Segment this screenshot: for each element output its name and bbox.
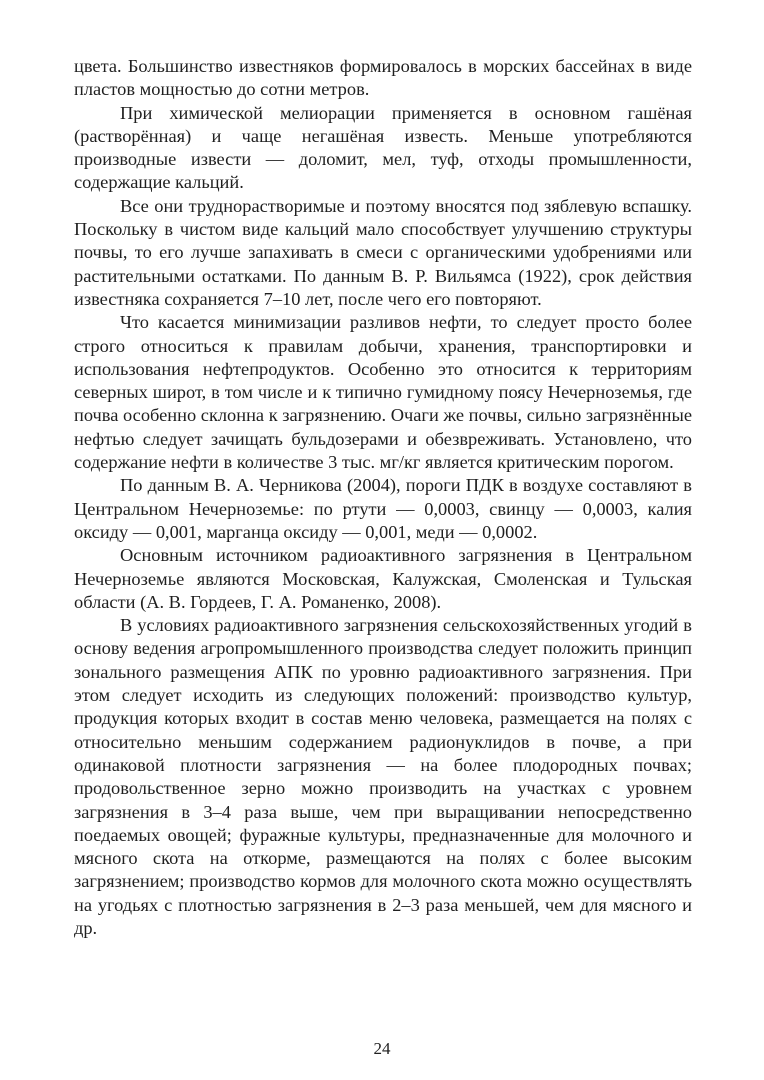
paragraph-radioactive-sources: Основным источником радиоактивного загрязнения в Центральном Нечерноземье являются Московская, Калужская, Смоленская и Тульская области (А. В. Гордеев, Г. А. Романенко, 2008). xyxy=(74,545,692,612)
paragraph-pdk-thresholds: По данным В. А. Черникова (2004), пороги ПДК в воздухе составляют в Центральном Нечерноземье: по ртути — 0,0003, свинцу — 0,0003, калия оксиду — 0,001, марганца оксиду — 0,001, меди — 0,0002. xyxy=(74,475,692,542)
paragraph-radioactive-agriculture: В условиях радиоактивного загрязнения сельскохозяйственных угодий в основу ведения агропромышленного производства следует положить принцип зонального размещения АПК по уровню радиоактивного загрязнения. При этом следует исходить из следующих положений: производство культур, продукция которых входит в состав меню человека, размещается на полях с относительно меньшим содержанием радионуклидов в почве, а при одинаковой плотности загрязнения — на более плодородных почвах; продовольственное зерно можно производить на участках с уровнем загрязнения в 3–4 раза выше, чем при выращивании непосредственно поедаемых овощей; фуражные культуры, предназначенные для молочного и мясного скота на откорме, размещаются на полях с более высоким загрязнением; производство кормов для молочного скота можно осуществлять на угодьях с плотностью загрязнения в 2–3 раза меньшей, чем для мясного и др. xyxy=(74,615,692,938)
body-text xyxy=(74,55,692,940)
paragraph-insoluble-lime: Все они труднорастворимые и поэтому вносятся под зяблевую вспашку. Поскольку в чистом виде кальций мало способствует улучшению структуры почвы, то его лучше запахивать в смеси с органическими удобрениями или растительными остатками. По данным В. Р. Вильямса (1922), срок действия известняка сохраняется 7–10 лет, после чего его повторяют. xyxy=(74,195,692,309)
paragraph-oil-spills: Что касается минимизации разливов нефти, то следует просто более строго относиться к правилам добычи, хранения, транспортировки и использования нефтепродуктов. Особенно это относится к территориям северных широт, в том числе и к типично гумидному поясу Нечерноземья, где почва особенно склонна к загрязнению. Очаги же почвы, сильно загрязнённые нефтью следует зачищать бульдозерами и обезвреживать. Установлено, что содержание нефти в количестве 3 тыс. мг/кг является критическим порогом. xyxy=(74,312,692,473)
paragraph-continuation: цвета. Большинство известняков формировалось в морских бассейнах в виде пластов мощностью до сотни метров. xyxy=(74,56,692,100)
paragraph-chemical-melioration: При химической мелиорации применяется в основном гашёная (растворённая) и чаще негашёная известь. Меньше употребляются производные извести — доломит, мел, туф, отходы промышленности, содержащие кальций. xyxy=(74,102,692,193)
page-number: 24 xyxy=(373,1039,391,1058)
